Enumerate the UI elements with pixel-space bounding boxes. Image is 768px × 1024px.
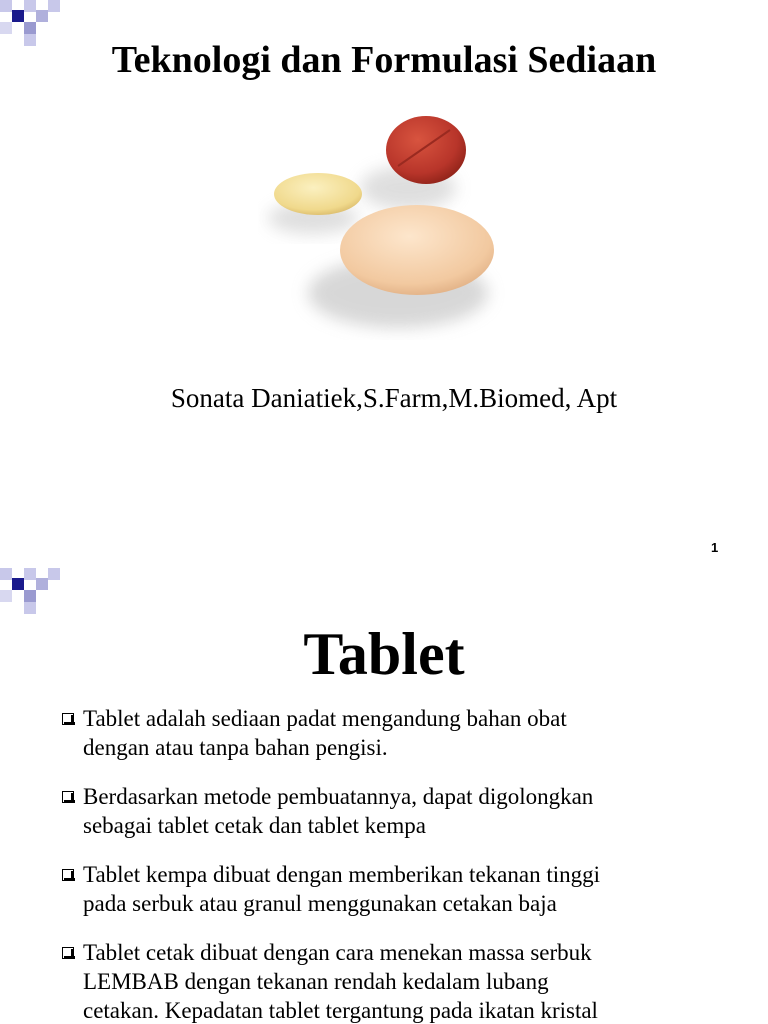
author-name: Sonata Daniatiek,S.Farm,M.Biomed, Apt <box>170 383 618 413</box>
bullet-item: Tablet cetak dibuat dengan cara menekan massa serbuk LEMBAB dengan tekanan rendah kedalam lubang cetakan. Kepadatan tablet tergantung pada ikatan kristal <box>60 938 760 1024</box>
bullet-square-icon <box>62 713 74 725</box>
bullet-item: Berdasarkan metode pembuatannya, dapat digolongkan sebagai tablet cetak dan tablet kempa <box>60 782 760 840</box>
bullet-item: Tablet adalah sediaan padat mengandung bahan obat dengan atau tanpa bahan pengisi. <box>60 704 760 762</box>
slide-title: Tablet <box>303 621 465 687</box>
slide-2 <box>0 568 768 1024</box>
pills-illustration-icon <box>258 108 508 340</box>
bullet-square-icon <box>62 791 74 803</box>
bullet-item: Tablet kempa dibuat dengan memberikan tekanan tinggi pada serbuk atau granul menggunakan cetakan baja <box>60 860 760 918</box>
bullet-list <box>60 704 760 1024</box>
corner-decoration-icon <box>0 568 60 616</box>
bullet-square-icon <box>62 947 74 959</box>
page-number: 1 <box>711 540 719 555</box>
bullet-square-icon <box>62 869 74 881</box>
presentation-title: Teknologi dan Formulasi Sediaan <box>111 39 657 81</box>
